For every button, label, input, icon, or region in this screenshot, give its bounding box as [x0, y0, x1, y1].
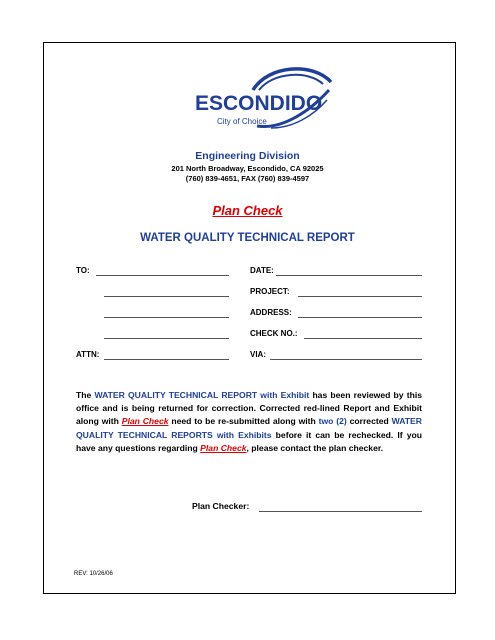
plan-check-ref-1: Plan Check [121, 416, 169, 427]
attn-label: ATTN: [76, 350, 100, 359]
to-field-line-4[interactable] [104, 338, 229, 339]
via-label: VIA: [250, 350, 266, 359]
division-title: Engineering Division [195, 150, 300, 162]
address-label: ADDRESS: [250, 308, 292, 317]
address-field[interactable] [298, 317, 422, 318]
report-name-1: WATER QUALITY TECHNICAL REPORT with Exhibit [94, 390, 310, 400]
escondido-logo [193, 60, 333, 132]
date-label: DATE: [250, 266, 274, 275]
body-text-2: has been reviewed by this office and is being returned for correction. Corrected red-lined Report and Exhibit along with [76, 390, 422, 427]
body-text-6: , please contact the plan checker. [246, 442, 384, 453]
report-name-2: WATER QUALITY TECHNICAL REPORTS with Exhibits [76, 416, 422, 440]
division-phone: (760) 839-4651, FAX (760) 839-4597 [185, 174, 310, 183]
check-no-field[interactable] [304, 338, 422, 339]
plan-checker-label: Plan Checker: [192, 501, 250, 511]
copies-count: two (2) [318, 416, 347, 427]
plan-checker-field[interactable] [259, 511, 422, 512]
body-text-1: The [76, 390, 92, 400]
to-field-line-3[interactable] [104, 317, 229, 318]
to-field[interactable] [96, 275, 229, 276]
plan-check-ref-2: Plan Check [200, 442, 247, 453]
via-field[interactable] [270, 359, 422, 360]
body-text-5: before it can be rechecked. If you have any questions regarding [76, 429, 422, 453]
body-paragraph [76, 389, 422, 455]
project-field[interactable] [298, 296, 422, 297]
logo-name: ESCONDIDO [195, 92, 323, 115]
body-text-3: need to be re-submitted along with [171, 416, 316, 427]
attn-field[interactable] [104, 359, 229, 360]
revision-date: REV: 10/26/06 [74, 571, 113, 577]
plan-check-heading: Plan Check [212, 203, 283, 218]
body-text-4: corrected [349, 416, 389, 427]
to-field-line-2[interactable] [104, 296, 229, 297]
to-label: TO: [76, 266, 90, 275]
check-no-label: CHECK NO.: [250, 329, 298, 338]
report-title: WATER QUALITY TECHNICAL REPORT [140, 232, 355, 244]
division-address: 201 North Broadway, Escondido, CA 92025 [171, 164, 324, 173]
date-field[interactable] [276, 275, 422, 276]
logo-tagline: City of Choice [217, 117, 267, 126]
project-label: PROJECT: [250, 287, 290, 296]
